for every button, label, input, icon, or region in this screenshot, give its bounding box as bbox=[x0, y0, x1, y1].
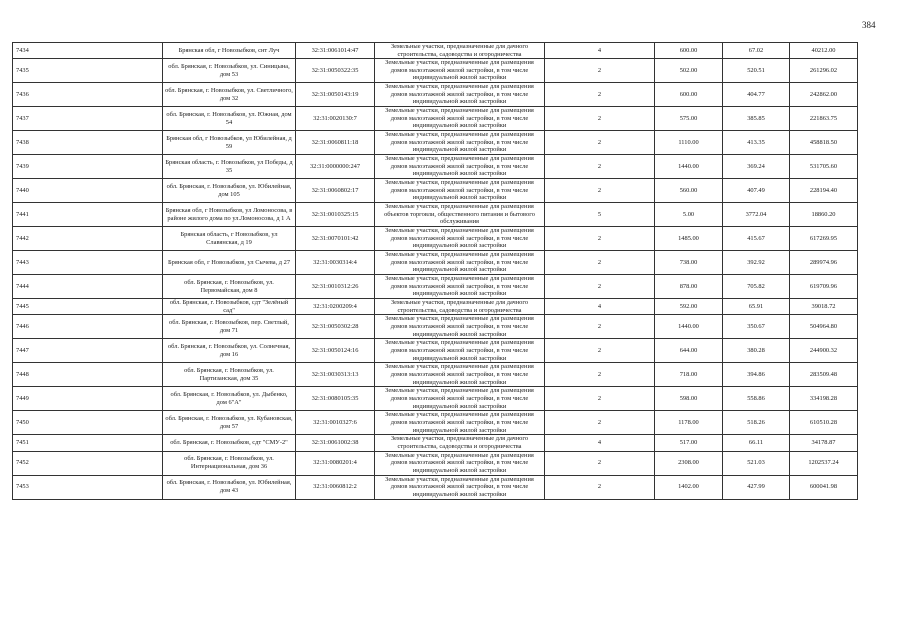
address-cell: Брянская обл, г Новозыбков, ул Юбилейная, д 59 bbox=[163, 131, 296, 155]
area-cell: 592.00 bbox=[655, 299, 723, 315]
address-cell: обл. Брянская, г. Новозыбков, ул. Дыбенко, дом 6"А" bbox=[163, 387, 296, 411]
address-cell: обл. Брянская, г. Новозыбков, ул. Интернациональная, дом 36 bbox=[163, 451, 296, 475]
area-cell: 598.00 bbox=[655, 387, 723, 411]
cadastral-value-cell: 39018.72 bbox=[790, 299, 858, 315]
cadastral-value-cell: 40212.00 bbox=[790, 43, 858, 59]
land-use-cell: Земельные участки, предназначенные для дачного строительства, садоводства и огородничества bbox=[375, 435, 545, 451]
cadastral-value-cell: 242862.00 bbox=[790, 83, 858, 107]
land-use-cell: Земельные участки, предназначенные для размещения объектов торговли, общественного питания и бытового обслуживания bbox=[375, 203, 545, 227]
cadastral-value-cell: 504964.80 bbox=[790, 315, 858, 339]
specific-value-cell: 427.99 bbox=[723, 475, 790, 499]
cadastral-number-cell: 32:31:0061002:38 bbox=[296, 435, 375, 451]
table-row bbox=[13, 251, 858, 275]
land-use-cell: Земельные участки, предназначенные для размещения домов малоэтажной жилой застройки, в том числе индивидуальной жилой застройки bbox=[375, 131, 545, 155]
page-number: 384 bbox=[862, 20, 876, 30]
cadastral-value-cell: 619709.96 bbox=[790, 275, 858, 299]
area-cell: 878.00 bbox=[655, 275, 723, 299]
group-cell: 2 bbox=[545, 59, 655, 83]
row-number: 7440 bbox=[13, 179, 163, 203]
land-use-cell: Земельные участки, предназначенные для размещения домов малоэтажной жилой застройки, в том числе индивидуальной жилой застройки bbox=[375, 227, 545, 251]
address-cell: Брянская обл, г Новозыбков, ул Ломоносова, в районе жилого дома по ул.Ломоносова, д 1 А bbox=[163, 203, 296, 227]
table-row bbox=[13, 203, 858, 227]
specific-value-cell: 404.77 bbox=[723, 83, 790, 107]
table-row bbox=[13, 435, 858, 451]
row-number: 7449 bbox=[13, 387, 163, 411]
cadastral-number-cell: 32:31:0050124:16 bbox=[296, 339, 375, 363]
row-number: 7439 bbox=[13, 155, 163, 179]
cadastral-number-cell: 32:31:0061014:47 bbox=[296, 43, 375, 59]
area-cell: 5.00 bbox=[655, 203, 723, 227]
row-number: 7435 bbox=[13, 59, 163, 83]
area-cell: 575.00 bbox=[655, 107, 723, 131]
cadastral-number-cell: 32:31:0030314:4 bbox=[296, 251, 375, 275]
table-row bbox=[13, 59, 858, 83]
cadastral-value-cell: 289974.96 bbox=[790, 251, 858, 275]
specific-value-cell: 407.49 bbox=[723, 179, 790, 203]
specific-value-cell: 413.35 bbox=[723, 131, 790, 155]
address-cell: обл. Брянская, г. Новозыбков, ул. Светличного, дом 32 bbox=[163, 83, 296, 107]
group-cell: 4 bbox=[545, 435, 655, 451]
table-row bbox=[13, 411, 858, 435]
cadastral-value-cell: 244900.32 bbox=[790, 339, 858, 363]
land-use-cell: Земельные участки, предназначенные для размещения домов малоэтажной жилой застройки, в том числе индивидуальной жилой застройки bbox=[375, 451, 545, 475]
land-use-cell: Земельные участки, предназначенные для размещения домов малоэтажной жилой застройки, в том числе индивидуальной жилой застройки bbox=[375, 59, 545, 83]
table-row bbox=[13, 475, 858, 499]
cadastral-value-cell: 334198.28 bbox=[790, 387, 858, 411]
cadastral-value-cell: 458818.50 bbox=[790, 131, 858, 155]
group-cell: 2 bbox=[545, 83, 655, 107]
specific-value-cell: 392.92 bbox=[723, 251, 790, 275]
specific-value-cell: 66.11 bbox=[723, 435, 790, 451]
cadastral-number-cell: 32:31:0010327:6 bbox=[296, 411, 375, 435]
table-row bbox=[13, 155, 858, 179]
address-cell: обл. Брянская, г. Новозыбков, ул. Кубановская, дом 57 bbox=[163, 411, 296, 435]
table-row bbox=[13, 299, 858, 315]
row-number: 7442 bbox=[13, 227, 163, 251]
cadastral-value-cell: 18860.20 bbox=[790, 203, 858, 227]
group-cell: 2 bbox=[545, 179, 655, 203]
cadastral-number-cell: 32:31:0050302:28 bbox=[296, 315, 375, 339]
table-row bbox=[13, 179, 858, 203]
specific-value-cell: 518.26 bbox=[723, 411, 790, 435]
address-cell: обл. Брянская, г. Новозыбков, ул. Синицына, дом 53 bbox=[163, 59, 296, 83]
cadastral-value-cell: 610510.28 bbox=[790, 411, 858, 435]
land-use-cell: Земельные участки, предназначенные для размещения домов малоэтажной жилой застройки, в том числе индивидуальной жилой застройки bbox=[375, 179, 545, 203]
group-cell: 4 bbox=[545, 299, 655, 315]
specific-value-cell: 350.67 bbox=[723, 315, 790, 339]
row-number: 7437 bbox=[13, 107, 163, 131]
specific-value-cell: 521.03 bbox=[723, 451, 790, 475]
cadastral-value-cell: 228194.40 bbox=[790, 179, 858, 203]
cadastral-number-cell: 32:31:0010312:26 bbox=[296, 275, 375, 299]
address-cell: обл. Брянская, г. Новозыбков, ул. Южная, дом 54 bbox=[163, 107, 296, 131]
address-cell: обл. Брянская, г. Новозыбков, ул. Первомайская, дом 8 bbox=[163, 275, 296, 299]
row-number: 7452 bbox=[13, 451, 163, 475]
group-cell: 2 bbox=[545, 275, 655, 299]
cadastral-number-cell: 32:31:0010325:15 bbox=[296, 203, 375, 227]
table-row bbox=[13, 43, 858, 59]
cadastral-number-cell: 32:31:0050322:35 bbox=[296, 59, 375, 83]
row-number: 7436 bbox=[13, 83, 163, 107]
specific-value-cell: 369.24 bbox=[723, 155, 790, 179]
address-cell: Брянская обл, г Новозыбков, ул Сычева, д 27 bbox=[163, 251, 296, 275]
cadastral-number-cell: 32:31:0060802:17 bbox=[296, 179, 375, 203]
land-use-cell: Земельные участки, предназначенные для размещения домов малоэтажной жилой застройки, в том числе индивидуальной жилой застройки bbox=[375, 251, 545, 275]
area-cell: 1440.00 bbox=[655, 155, 723, 179]
cadastral-number-cell: 32:31:0070101:42 bbox=[296, 227, 375, 251]
row-number: 7446 bbox=[13, 315, 163, 339]
group-cell: 2 bbox=[545, 315, 655, 339]
specific-value-cell: 394.86 bbox=[723, 363, 790, 387]
area-cell: 517.00 bbox=[655, 435, 723, 451]
cadastral-value-cell: 34178.87 bbox=[790, 435, 858, 451]
row-number: 7443 bbox=[13, 251, 163, 275]
area-cell: 600.00 bbox=[655, 43, 723, 59]
area-cell: 1440.00 bbox=[655, 315, 723, 339]
row-number: 7451 bbox=[13, 435, 163, 451]
cadastral-value-cell: 617269.95 bbox=[790, 227, 858, 251]
land-use-cell: Земельные участки, предназначенные для размещения домов малоэтажной жилой застройки, в том числе индивидуальной жилой застройки bbox=[375, 107, 545, 131]
table-row bbox=[13, 227, 858, 251]
address-cell: обл. Брянская, г. Новозыбков, ул. Юбилейная, дом 43 bbox=[163, 475, 296, 499]
row-number: 7450 bbox=[13, 411, 163, 435]
area-cell: 718.00 bbox=[655, 363, 723, 387]
group-cell: 2 bbox=[545, 387, 655, 411]
table-row bbox=[13, 131, 858, 155]
specific-value-cell: 385.85 bbox=[723, 107, 790, 131]
address-cell: обл. Брянская, г. Новозыбков, пер. Светлый, дом 71 bbox=[163, 315, 296, 339]
land-use-cell: Земельные участки, предназначенные для дачного строительства, садоводства и огородничества bbox=[375, 299, 545, 315]
cadastral-number-cell: 32:31:0020130:7 bbox=[296, 107, 375, 131]
table-row bbox=[13, 451, 858, 475]
cadastral-number-cell: 32:31:0080105:35 bbox=[296, 387, 375, 411]
group-cell: 2 bbox=[545, 451, 655, 475]
table-row bbox=[13, 363, 858, 387]
group-cell: 2 bbox=[545, 339, 655, 363]
table-row bbox=[13, 275, 858, 299]
area-cell: 1402.00 bbox=[655, 475, 723, 499]
row-number: 7453 bbox=[13, 475, 163, 499]
area-cell: 1485.00 bbox=[655, 227, 723, 251]
area-cell: 1110.00 bbox=[655, 131, 723, 155]
address-cell: Брянская область, г Новозыбков, ул Славянская, д 19 bbox=[163, 227, 296, 251]
land-use-cell: Земельные участки, предназначенные для размещения домов малоэтажной жилой застройки, в том числе индивидуальной жилой застройки bbox=[375, 475, 545, 499]
row-number: 7448 bbox=[13, 363, 163, 387]
land-use-cell: Земельные участки, предназначенные для размещения домов малоэтажной жилой застройки, в том числе индивидуальной жилой застройки bbox=[375, 339, 545, 363]
area-cell: 738.00 bbox=[655, 251, 723, 275]
cadastral-value-table bbox=[12, 42, 858, 500]
address-cell: обл. Брянская, г. Новозыбков, ул. Юбилейная, дом 105 bbox=[163, 179, 296, 203]
cadastral-value-cell: 1202537.24 bbox=[790, 451, 858, 475]
area-cell: 644.00 bbox=[655, 339, 723, 363]
group-cell: 2 bbox=[545, 227, 655, 251]
specific-value-cell: 415.67 bbox=[723, 227, 790, 251]
specific-value-cell: 558.86 bbox=[723, 387, 790, 411]
cadastral-number-cell: 32:31:0050143:19 bbox=[296, 83, 375, 107]
group-cell: 4 bbox=[545, 43, 655, 59]
table-body bbox=[13, 43, 858, 500]
area-cell: 502.00 bbox=[655, 59, 723, 83]
specific-value-cell: 520.51 bbox=[723, 59, 790, 83]
cadastral-value-cell: 221863.75 bbox=[790, 107, 858, 131]
cadastral-number-cell: 32:31:0080201:4 bbox=[296, 451, 375, 475]
land-use-cell: Земельные участки, предназначенные для размещения домов малоэтажной жилой застройки, в том числе индивидуальной жилой застройки bbox=[375, 275, 545, 299]
land-use-cell: Земельные участки, предназначенные для размещения домов малоэтажной жилой застройки, в том числе индивидуальной жилой застройки bbox=[375, 363, 545, 387]
area-cell: 560.00 bbox=[655, 179, 723, 203]
area-cell: 600.00 bbox=[655, 83, 723, 107]
cadastral-number-cell: 32:31:0030313:13 bbox=[296, 363, 375, 387]
table-row bbox=[13, 83, 858, 107]
land-use-cell: Земельные участки, предназначенные для размещения домов малоэтажной жилой застройки, в том числе индивидуальной жилой застройки bbox=[375, 83, 545, 107]
area-cell: 2308.00 bbox=[655, 451, 723, 475]
cadastral-number-cell: 32:31:0000000:247 bbox=[296, 155, 375, 179]
row-number: 7438 bbox=[13, 131, 163, 155]
group-cell: 2 bbox=[545, 251, 655, 275]
cadastral-number-cell: 32:31:0060811:18 bbox=[296, 131, 375, 155]
row-number: 7444 bbox=[13, 275, 163, 299]
land-use-cell: Земельные участки, предназначенные для размещения домов малоэтажной жилой застройки, в том числе индивидуальной жилой застройки bbox=[375, 155, 545, 179]
address-cell: обл. Брянская, г. Новозыбков, сдт "СМУ-2" bbox=[163, 435, 296, 451]
table-row bbox=[13, 315, 858, 339]
group-cell: 2 bbox=[545, 155, 655, 179]
table-row bbox=[13, 107, 858, 131]
group-cell: 2 bbox=[545, 411, 655, 435]
row-number: 7434 bbox=[13, 43, 163, 59]
row-number: 7441 bbox=[13, 203, 163, 227]
area-cell: 1178.00 bbox=[655, 411, 723, 435]
table-row bbox=[13, 387, 858, 411]
land-use-cell: Земельные участки, предназначенные для размещения домов малоэтажной жилой застройки, в том числе индивидуальной жилой застройки bbox=[375, 315, 545, 339]
address-cell: Брянская обл, г Новозыбков, снт Луч bbox=[163, 43, 296, 59]
address-cell: обл. Брянская, г. Новозыбков, ул. Солнечная, дом 16 bbox=[163, 339, 296, 363]
group-cell: 2 bbox=[545, 107, 655, 131]
table-row bbox=[13, 339, 858, 363]
land-use-cell: Земельные участки, предназначенные для размещения домов малоэтажной жилой застройки, в том числе индивидуальной жилой застройки bbox=[375, 411, 545, 435]
group-cell: 2 bbox=[545, 363, 655, 387]
group-cell: 2 bbox=[545, 475, 655, 499]
cadastral-number-cell: 32:31:0200209:4 bbox=[296, 299, 375, 315]
specific-value-cell: 65.91 bbox=[723, 299, 790, 315]
specific-value-cell: 67.02 bbox=[723, 43, 790, 59]
cadastral-value-cell: 283509.48 bbox=[790, 363, 858, 387]
cadastral-value-cell: 600041.98 bbox=[790, 475, 858, 499]
address-cell: обл. Брянская, г. Новозыбков, сдт "Зелёный сад" bbox=[163, 299, 296, 315]
specific-value-cell: 380.28 bbox=[723, 339, 790, 363]
address-cell: Брянская область, г. Новозыбков, ул Победы, д 35 bbox=[163, 155, 296, 179]
group-cell: 5 bbox=[545, 203, 655, 227]
group-cell: 2 bbox=[545, 131, 655, 155]
row-number: 7447 bbox=[13, 339, 163, 363]
land-use-cell: Земельные участки, предназначенные для дачного строительства, садоводства и огородничества bbox=[375, 43, 545, 59]
cadastral-value-cell: 261296.02 bbox=[790, 59, 858, 83]
specific-value-cell: 3772.04 bbox=[723, 203, 790, 227]
row-number: 7445 bbox=[13, 299, 163, 315]
cadastral-number-cell: 32:31:0060812:2 bbox=[296, 475, 375, 499]
address-cell: обл. Брянская, г. Новозыбков, ул. Партизанская, дом 35 bbox=[163, 363, 296, 387]
land-use-cell: Земельные участки, предназначенные для размещения домов малоэтажной жилой застройки, в том числе индивидуальной жилой застройки bbox=[375, 387, 545, 411]
specific-value-cell: 705.82 bbox=[723, 275, 790, 299]
cadastral-value-cell: 531705.60 bbox=[790, 155, 858, 179]
